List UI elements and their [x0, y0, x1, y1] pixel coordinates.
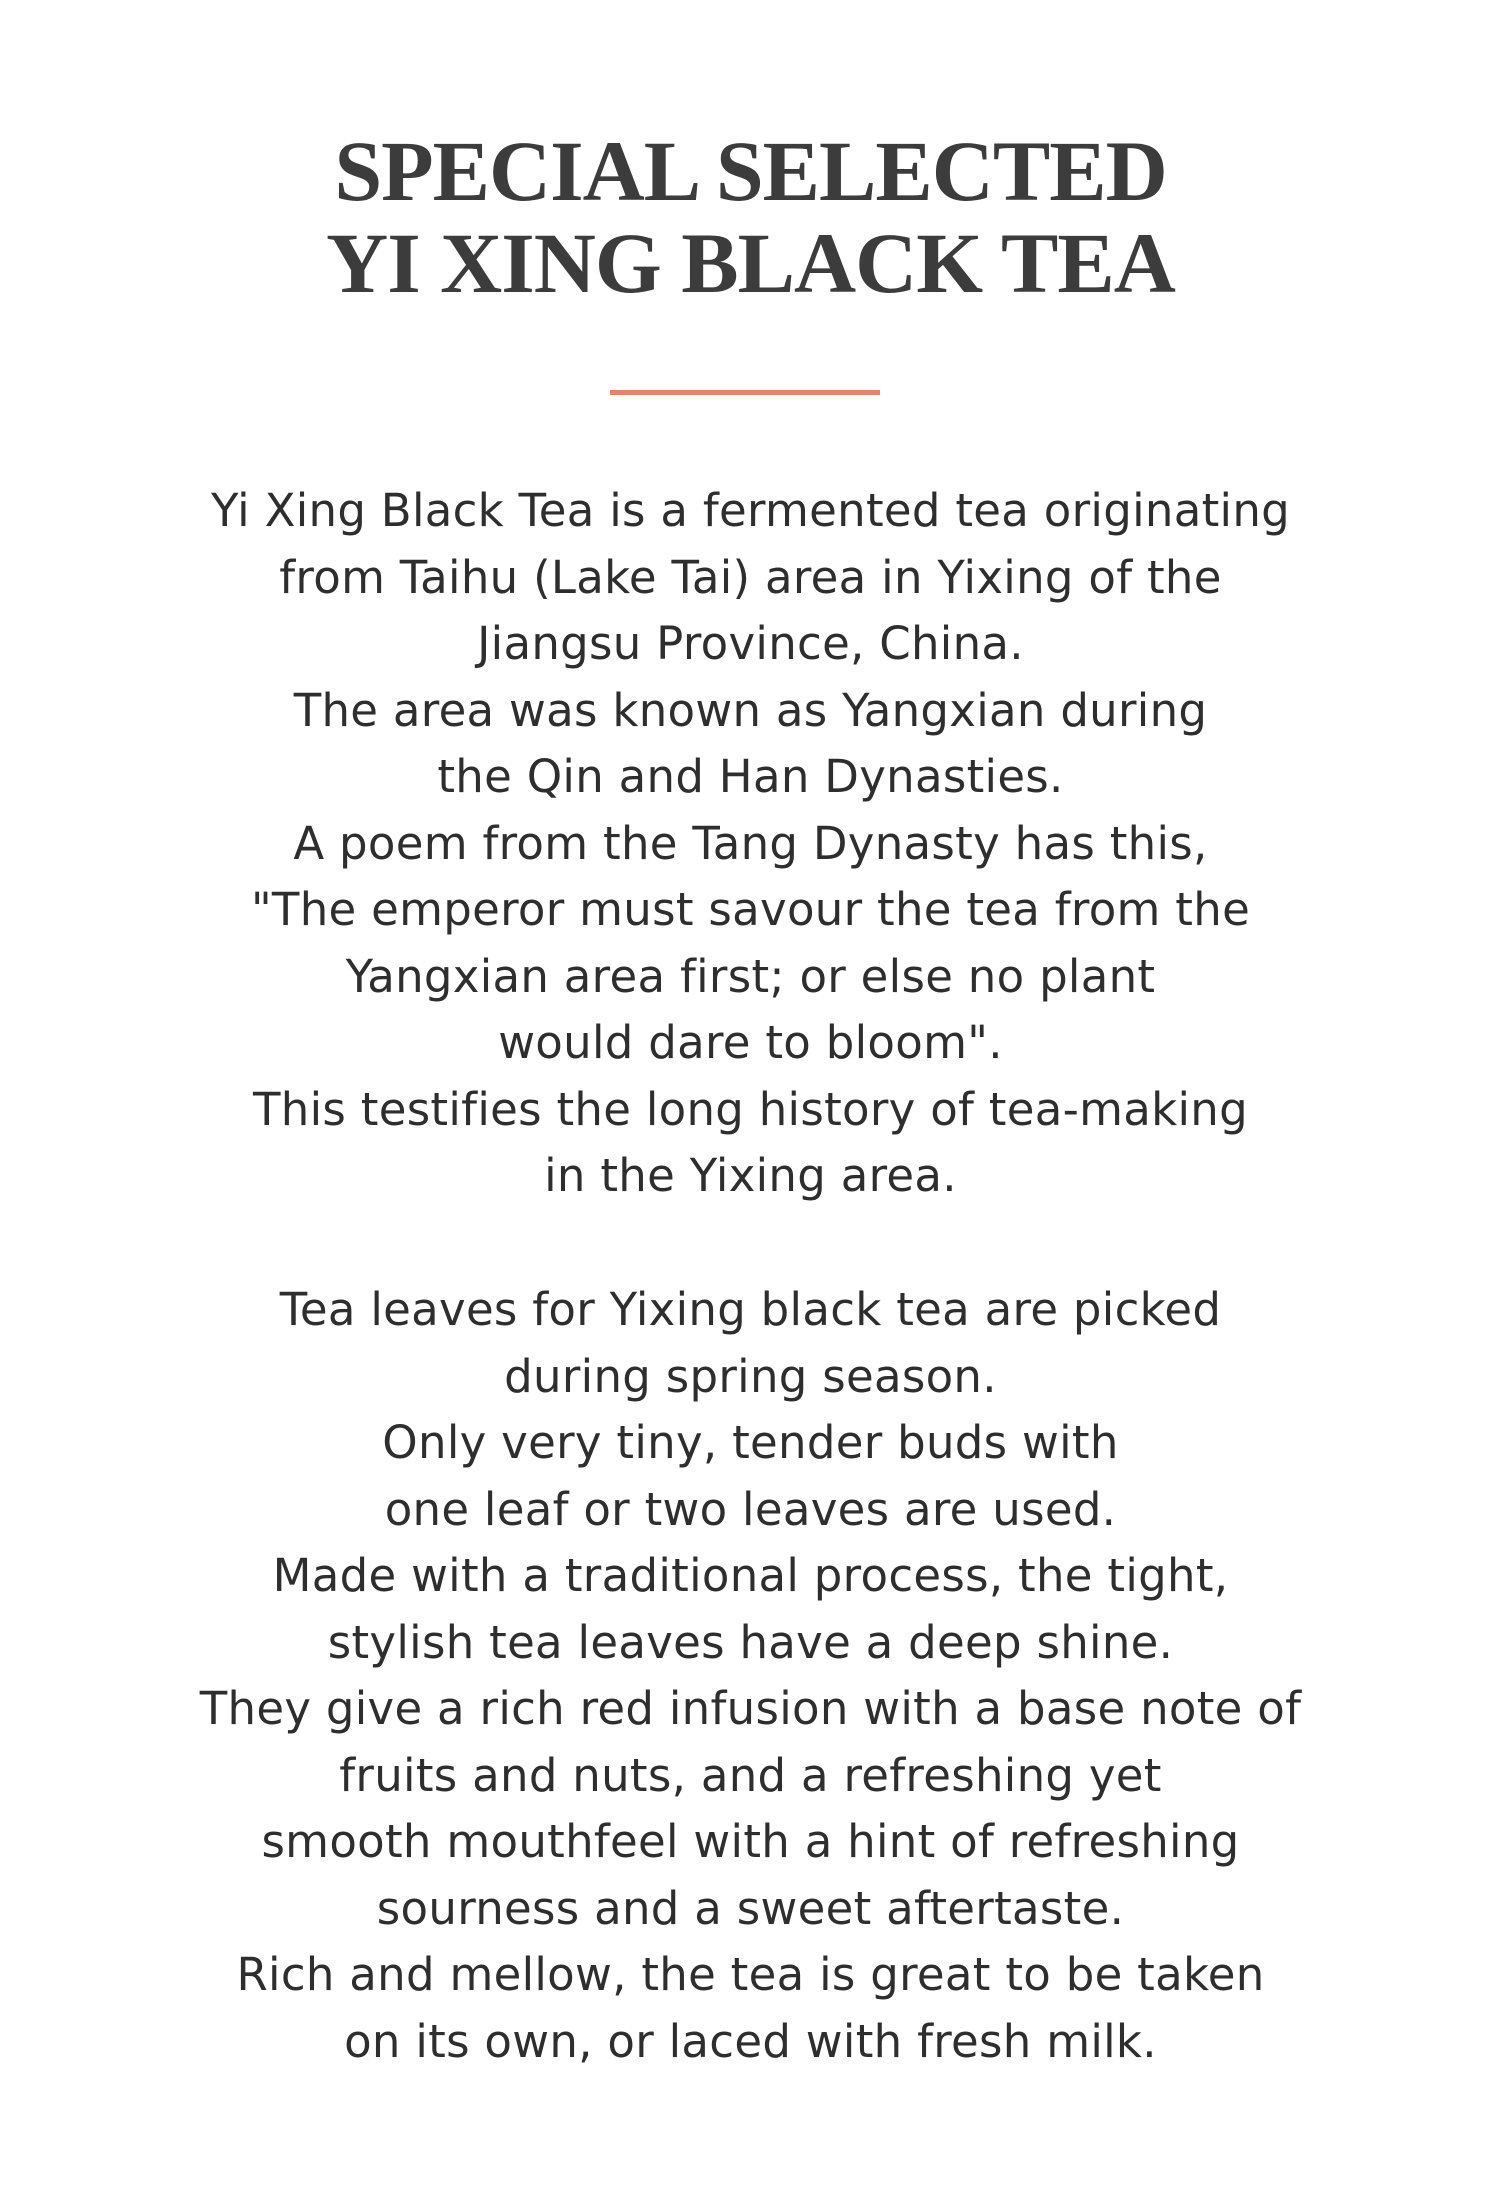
- text-line: Jiangsu Province, China.: [477, 617, 1024, 670]
- text-line: A poem from the Tang Dynasty has this,: [293, 816, 1208, 870]
- history-paragraph: [0, 478, 1501, 1210]
- production-paragraph: [0, 1277, 1501, 2075]
- text-line: sourness and a sweet aftertaste.: [376, 1881, 1125, 1935]
- text-line: during spring season.: [504, 1349, 997, 1403]
- text-line: stylish tea leaves have a deep shine.: [327, 1615, 1174, 1669]
- accent-divider: [610, 390, 880, 395]
- text-line: Yi Xing Black Tea is a fermented tea originating: [210, 484, 1291, 537]
- text-line: the Qin and Han Dynasties.: [437, 750, 1064, 803]
- title-line-2: YI XING BLACK TEA: [326, 215, 1175, 311]
- text-line: The area was known as Yangxian during: [293, 683, 1208, 737]
- text-line: on its own, or laced with fresh milk.: [344, 2014, 1157, 2068]
- text-line: one leaf or two leaves are used.: [384, 1482, 1117, 1536]
- text-line: would dare to bloom".: [498, 1016, 1003, 1069]
- text-line: Rich and mellow, the tea is great to be taken: [236, 1948, 1265, 2001]
- text-line: This testifies the long history of tea-making: [253, 1082, 1248, 1136]
- text-line: They give a rich red infusion with a base note of: [199, 1682, 1302, 1735]
- text-line: smooth mouthfeel with a hint of refreshing: [261, 1815, 1240, 1868]
- text-line: "The emperor must savour the tea from the: [250, 883, 1251, 936]
- title-line-1: SPECIAL SELECTED: [334, 123, 1167, 219]
- page-title: [0, 125, 1501, 309]
- text-line: Tea leaves for Yixing black tea are picked: [279, 1283, 1222, 1336]
- text-line: Yangxian area first; or else no plant: [345, 949, 1156, 1003]
- text-line: from Taihu (Lake Tai) area in Yixing of the: [279, 550, 1222, 604]
- text-line: Made with a traditional process, the tight,: [272, 1549, 1229, 1602]
- text-line: fruits and nuts, and a refreshing yet: [339, 1748, 1162, 1802]
- text-line: in the Yixing area.: [544, 1149, 957, 1202]
- text-line: Only very tiny, tender buds with: [382, 1416, 1119, 1469]
